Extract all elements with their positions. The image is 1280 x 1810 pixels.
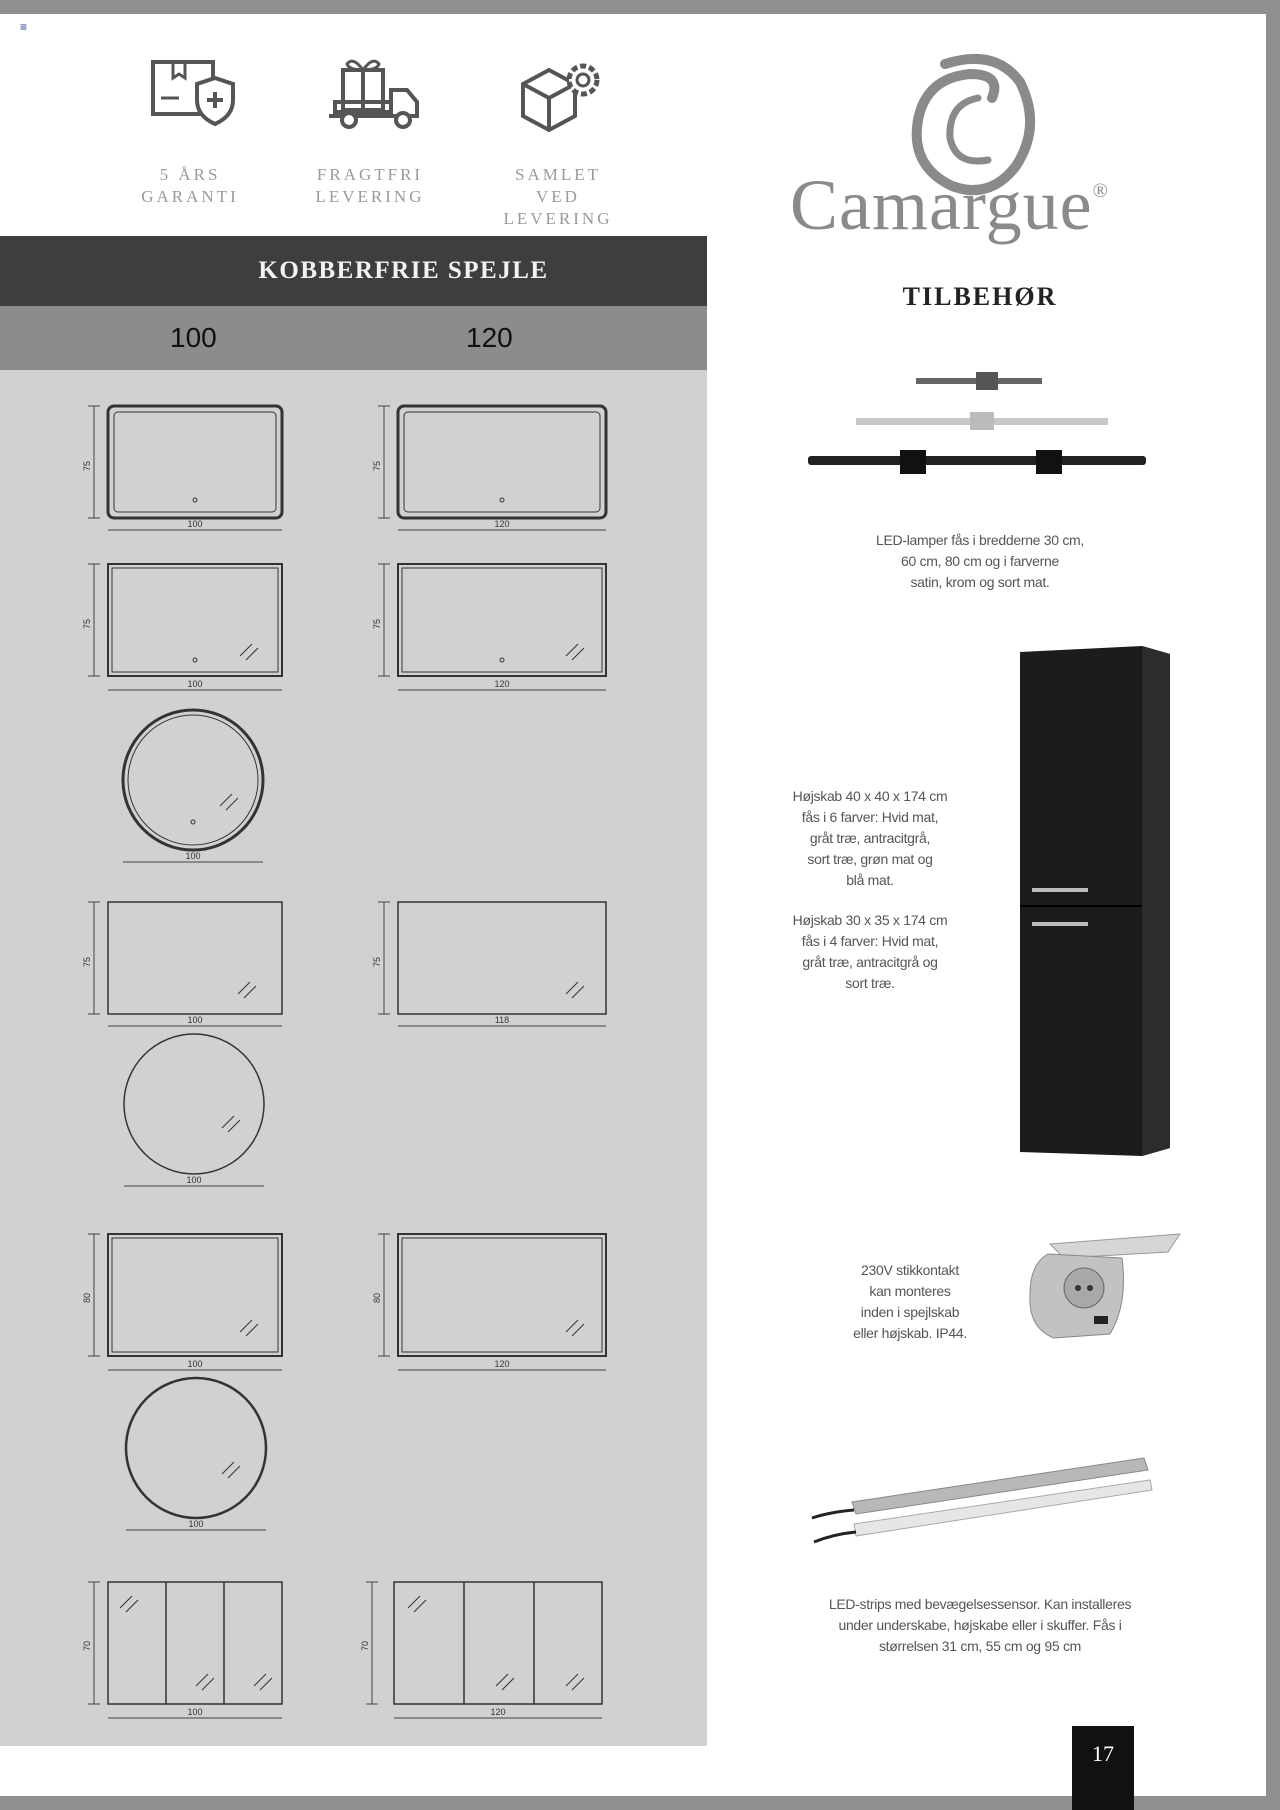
tall-cabinet-image (1010, 634, 1180, 1174)
mirror-section-title: KOBBERFRIE SPEJLE (0, 236, 707, 306)
dim-width: 120 (494, 679, 510, 689)
feature-label: SAMLET VED LEVERING (503, 165, 613, 228)
led-lamps-text: LED-lamper fås i bredderne 30 cm, 60 cm, 80 cm og i farverne satin, krom og sort mat. (876, 532, 1084, 590)
mirror-cabinet-3door-100 (108, 1582, 282, 1704)
page-number: 17 (1072, 1726, 1134, 1810)
cabinet-30-text: Højskab 30 x 35 x 174 cm fås i 4 farver: Hvid mat, gråt træ, antracitgrå og sort træ. (792, 912, 948, 991)
gift-truck-icon (315, 54, 425, 134)
dim-width: 100 (187, 1015, 203, 1025)
dim-width: 120 (490, 1707, 506, 1717)
socket-text: 230V stikkontakt kan monteres inden i spejlskab eller højskab. IP44. (853, 1262, 967, 1341)
size-label-left: 100 (170, 322, 217, 353)
dim-height: 75 (82, 618, 92, 630)
dim-width: 100 (186, 1175, 202, 1185)
box-shield-icon (135, 54, 245, 134)
dim-height: 75 (372, 460, 382, 472)
dim-width: 100 (185, 851, 201, 861)
catalog-page (0, 14, 1266, 1796)
menu-icon[interactable]: ≡ (20, 20, 28, 34)
dim-height: 80 (372, 1292, 382, 1304)
mirror-plain-rect-100 (108, 902, 282, 1014)
mirror-drawings (0, 236, 707, 1746)
dim-height: 75 (372, 956, 382, 968)
dim-width: 100 (187, 1707, 203, 1717)
feature-assembled (488, 54, 628, 230)
dim-height: 75 (82, 460, 92, 472)
mirror-round-black (126, 1378, 266, 1518)
mirror-round-backlit (123, 710, 263, 850)
dim-height: 80 (82, 1292, 92, 1304)
brand-wordmark: Camargue (790, 165, 1093, 245)
cabinet-40-text: Højskab 40 x 40 x 174 cm fås i 6 farver: Hvid mat, gråt træ, antracitgrå, sort træ, grøn mat og blå mat. (792, 788, 948, 888)
feature-warranty (120, 54, 260, 208)
dim-height: 70 (360, 1640, 370, 1652)
size-label-right: 120 (466, 322, 513, 353)
dim-width: 100 (188, 1519, 204, 1529)
dim-height: 70 (82, 1640, 92, 1652)
dim-width: 118 (494, 1015, 510, 1025)
mirror-frame-rect-80-120 (398, 1234, 606, 1356)
dim-width: 100 (187, 519, 203, 529)
feature-label: 5 ÅRS GARANTI (141, 165, 239, 206)
accessories-title: TILBEHØR (902, 282, 1058, 311)
dim-height: 75 (82, 956, 92, 968)
feature-free-shipping (300, 54, 440, 208)
mirror-plain-rect-118 (398, 902, 606, 1014)
mirror-panel (0, 236, 707, 1746)
led-lamps-image (800, 352, 1160, 492)
brand-name (790, 164, 1109, 247)
mirror-frame-rect-120 (398, 564, 606, 676)
registered-mark: ® (1092, 180, 1109, 202)
mirror-round-plain (124, 1034, 264, 1174)
dim-width: 100 (187, 679, 203, 689)
cube-gear-icon (503, 54, 613, 134)
feature-label: FRAGTFRI LEVERING (315, 165, 425, 206)
led-strips-image (804, 1432, 1164, 1552)
mirror-cabinet-3door-120 (394, 1582, 602, 1704)
mirror-rounded-rect-100 (108, 406, 282, 518)
mirror-rounded-rect-120 (398, 406, 606, 518)
led-strips-text: LED-strips med bevægelsessensor. Kan installeres under underskabe, højskabe eller i skuffer. Fås i størrelsen 31 cm, 55 cm og 95 cm (828, 1596, 1132, 1654)
dim-width: 100 (187, 1359, 203, 1369)
dim-height: 75 (372, 618, 382, 630)
mirror-frame-rect-80-100 (108, 1234, 282, 1356)
socket-image (1024, 1224, 1184, 1354)
dim-width: 120 (494, 519, 510, 529)
dim-width: 120 (494, 1359, 510, 1369)
mirror-frame-rect-100 (108, 564, 282, 676)
